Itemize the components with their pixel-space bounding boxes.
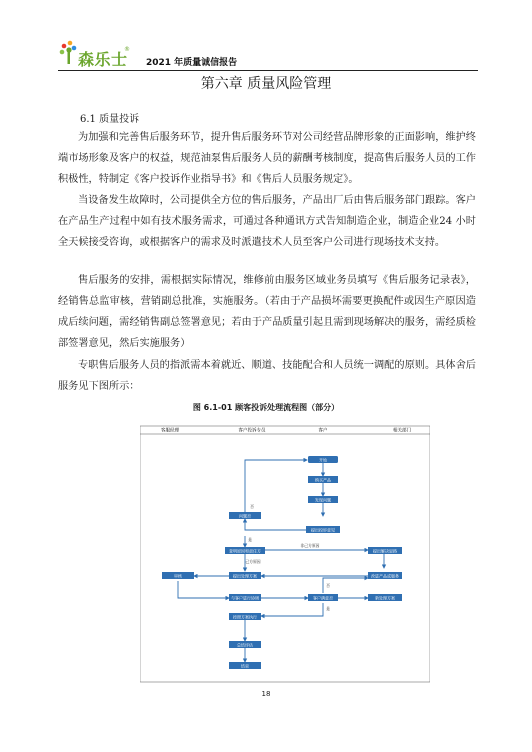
complaint-flowchart [140, 420, 430, 685]
node-agree-label: 客户满意否 [313, 595, 333, 601]
edge-label-no-1: 否 [250, 504, 254, 509]
edge-label-yes-1: 是 [248, 537, 252, 542]
registered-mark: ® [124, 46, 130, 53]
lane-label-manager: 客服经理 [161, 428, 179, 434]
node-find-issue-label: 发现问题 [315, 497, 331, 503]
company-logo [58, 38, 130, 68]
flowchart-connectors [178, 460, 384, 662]
edge-label-no-2: 否 [326, 583, 330, 588]
lane-label-specialist: 客户投诉专员 [238, 428, 266, 434]
page-number: 18 [261, 690, 271, 698]
header-divider [58, 70, 478, 71]
node-summary-label: 总结评估 [237, 642, 253, 648]
edge-label-own-cause: 己方原因 [245, 559, 261, 564]
lane-label-customer: 客户 [318, 428, 328, 434]
node-plan-label: 提出处理方案 [233, 573, 257, 579]
paragraph-4: 专职售后服务人员的指派需本着就近、顺道、技能配合和人员统一调配的原则。具体舍后服务见下图所示： [58, 360, 476, 392]
figure-title: 图 6.1-01 顾客投诉处理流程图（部分） [192, 403, 340, 412]
node-start-label: 开始 [319, 457, 327, 463]
node-confirm-label: 查明原因和责任方 [229, 548, 261, 554]
node-new-plan-label: 新处理方案 [375, 595, 395, 601]
node-improve-label: 改进产品或服务 [371, 573, 399, 579]
node-has-issue-label: 问题否 [239, 513, 251, 519]
chapter-title: 第六章 质量风险管理 [200, 76, 332, 92]
logo-text: 森乐士 [78, 50, 128, 69]
node-communicate-label: 与客户进行协调 [231, 595, 259, 601]
section-title: 6.1 质量投诉 [80, 114, 140, 125]
node-dept-solve-label: 提出解决思路 [373, 548, 397, 554]
node-review-label: 审核 [174, 573, 182, 579]
lane-label-departments: 相关部门 [393, 428, 411, 434]
node-execute-label: 按照方案执行 [233, 614, 257, 620]
edge-label-yes-2: 是 [326, 606, 330, 611]
node-end-label: 结束 [241, 663, 249, 669]
report-title: 2021 年质量诚信报告 [146, 58, 238, 68]
node-submit-label: 提出投诉意见 [311, 527, 335, 533]
edge-label-dept-cause: 非己方原因 [300, 543, 320, 548]
paragraph-2: 当设备发生故障时，公司提供全方位的售后服务，产品出厂后由售后服务部门跟踪。客户在产品生产过程中如有技术服务需求，可通过各种通讯方式告知制造企业，制造企业24 小时全天候接受咨询，或根据客户的需求及时派遣技术人员至客户公司进行现场技术支持。 [58, 195, 476, 248]
node-buy-label: 购买产品 [315, 477, 331, 483]
page-header [58, 38, 478, 70]
tree-logo-icon [58, 38, 78, 68]
paragraph-3: 售后服务的安排，需根据实际情况，维修前由服务区域业务员填写《售后服务记录表》，经销售总监审核，营销副总批准，实施服务。（若由于产品损坏需要更换配件或因生产原因造成后续问题，需经销售副总签署意见；若由于产品质量引起且需到现场解决的服务，需经质检部签署意见，然后实施服务） [58, 275, 476, 349]
paragraph-1: 为加强和完善售后服务环节，提升售后服务环节对公司经营品牌形象的正面影响，维护终端市场形象及客户的权益，规范油泵售后服务人员的薪酬考核制度，提高售后服务人员的工作积极性，特制定《客户投诉作业指导书》和《售后人员服务规定》。 [58, 132, 476, 185]
